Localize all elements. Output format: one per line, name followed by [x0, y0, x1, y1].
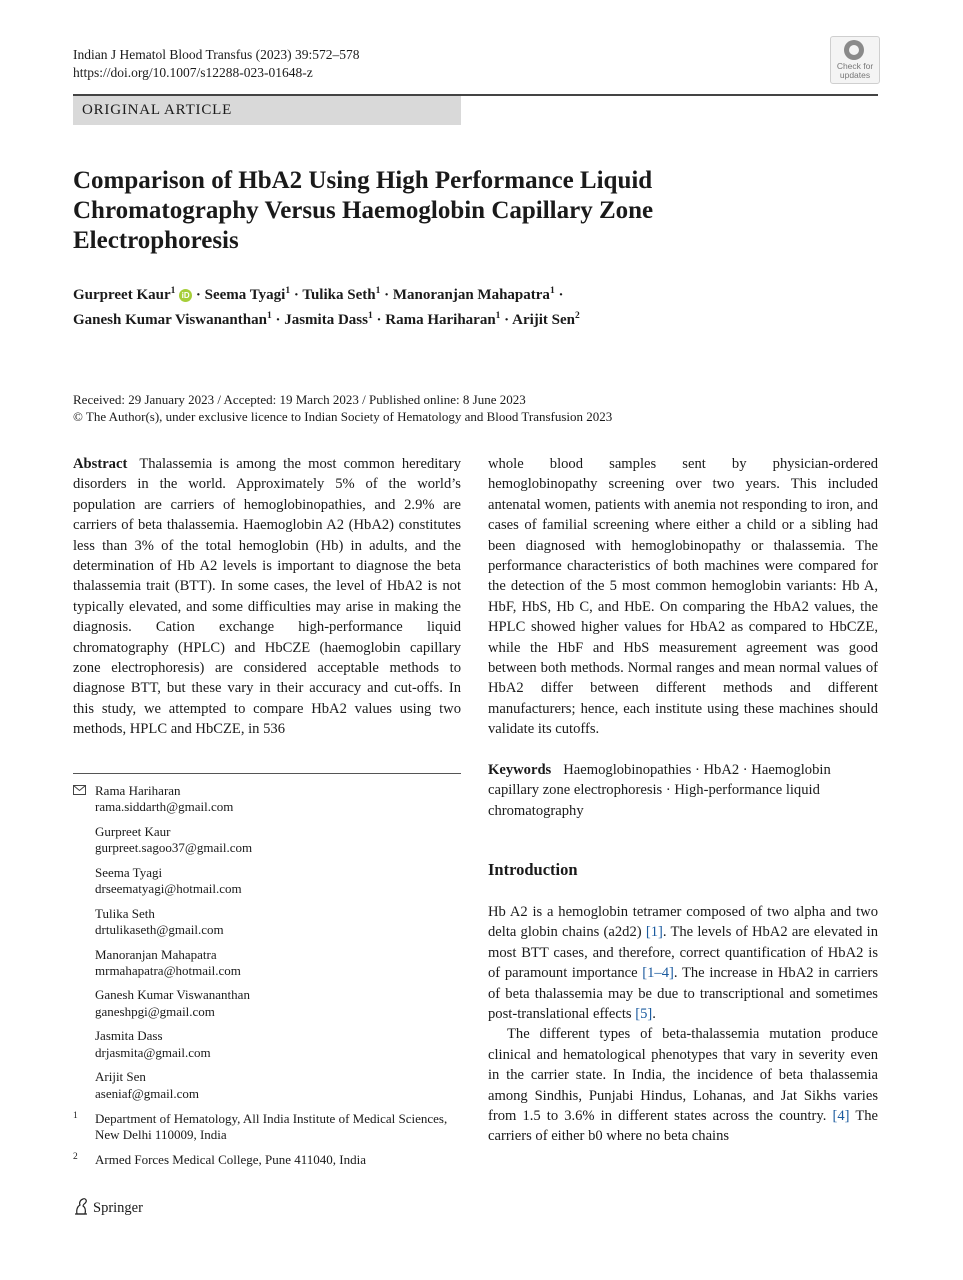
article-type-banner: ORIGINAL ARTICLE — [73, 96, 461, 125]
author-name[interactable]: Tulika Seth — [302, 287, 376, 303]
author-affiliation-mark: 1 — [285, 286, 291, 296]
affiliation-text: Armed Forces Medical College, Pune 411040, India — [95, 1152, 367, 1167]
contact-name: Tulika Seth — [95, 905, 155, 921]
journal-header — [73, 46, 360, 82]
springer-horse-icon — [73, 1197, 89, 1215]
keywords-text: Haemoglobinopathies · HbA2 · Haemoglobin capillary zone electrophoresis · High-performance liquid chromatography — [488, 762, 831, 819]
paragraph-text: The carriers of either b0 where no beta chains — [488, 1108, 879, 1145]
article-dates — [73, 392, 878, 425]
introduction-heading: Introduction — [488, 860, 578, 879]
affiliation-text: Department of Hematology, All India Institute of Medical Sciences, New Delhi 110009, India — [95, 1111, 448, 1143]
author-affiliation-mark: 2 — [575, 311, 580, 321]
contact-entry — [95, 906, 465, 939]
contact-email[interactable]: drtulikaseth@gmail.com — [95, 921, 224, 937]
contact-entry — [95, 1028, 465, 1061]
paragraph-text: . The levels of HbA2 are elevated in most BTT cases, and therefore, correct quantification of HbA2 is of paramount importance — [488, 924, 879, 982]
author-name[interactable]: Ganesh Kumar Viswananthan — [73, 312, 267, 328]
contact-email[interactable]: rama.siddarth@gmail.com — [95, 799, 234, 815]
introduction-paragraph — [488, 902, 878, 1024]
crossmark-icon — [844, 40, 864, 60]
paragraph-text: . The increase in HbA2 in carriers of beta thalassemia may be due to transcriptional and sometimes post-translational effects — [488, 965, 878, 1023]
doi-link[interactable]: https://doi.org/10.1007/s12288-023-01648-z — [73, 65, 313, 80]
author-separator: · — [271, 312, 285, 328]
paragraph-text: Hb A2 is a hemoglobin tetramer composed of two alpha and two delta globin chains (a2d2) — [488, 904, 878, 941]
contact-name: Arijit Sen — [95, 1069, 146, 1085]
citation-link[interactable]: [1–4] — [642, 965, 674, 982]
check-for-updates-label: Check for updates — [836, 61, 874, 80]
contact-name: Seema Tyagi — [95, 864, 163, 880]
contact-email[interactable]: gurpreet.sagoo37@gmail.com — [95, 840, 253, 856]
publisher-name: Springer — [93, 1200, 143, 1216]
contact-name: Manoranjan Mahapatra — [95, 946, 217, 962]
contact-entry — [95, 987, 465, 1020]
paragraph-text: The different types of beta-thalassemia mutation produce clinical and hematological phenotypes that vary in severity even in the carrier state. In India, the incidence of beta thalassemia among Sindhis, Punjabi Hindus, Lohanas, and Jat Sikhs varies from 1.5 to 3.6% in different states across the country. — [488, 1026, 878, 1125]
publisher-footer — [73, 1197, 143, 1217]
abstract — [73, 454, 461, 740]
author-name[interactable]: Manoranjan Mahapatra — [392, 287, 550, 303]
abstract-label: Abstract — [73, 456, 128, 472]
author-separator: · — [500, 312, 513, 328]
abstract-continued-text: whole blood samples sent by physician-ordered hemoglobinopathy screening over two years. This included antenatal women, patients with anemia not responding to iron, and cases of familial screening where either a child or a sibling had been diagnosed with hemoglobinopathy or thalassemia. The performance characteristics of both machines were compared for the detection of the 5 most common hemoglobin variants: Hb A, HbF, HbS, Hb C, and HbE. On comparing the HbA2 values, the HPLC showed higher values for HbA2 as compared to HbCZE, while the HbF and HbS measurement agreement was good between both methods. Normal ranges and mean normal values of HbA2 differ between different methods and different manufacturers; hence, each institute using these machines should validate its cutoffs. — [488, 456, 878, 738]
author-affiliation-mark: 1 — [170, 286, 176, 296]
author-affiliation-mark: 1 — [375, 286, 381, 296]
author-separator: · — [372, 312, 386, 328]
author-list — [73, 281, 873, 331]
keywords — [488, 760, 878, 821]
contact-entry — [95, 1069, 465, 1102]
affiliation — [73, 1111, 461, 1145]
citation-link[interactable]: [4] — [832, 1108, 850, 1125]
keywords-label: Keywords — [488, 762, 552, 778]
contact-name: Ganesh Kumar Viswananthan — [95, 987, 250, 1003]
contact-entry — [95, 824, 465, 857]
journal-citation: Indian J Hematol Blood Transfus (2023) 39:572–578 — [73, 47, 360, 62]
contact-entry — [95, 865, 465, 898]
affiliation — [73, 1152, 461, 1170]
orcid-icon[interactable]: iD — [179, 289, 192, 302]
citation-link[interactable]: [1] — [645, 924, 663, 941]
affiliation-number: 1 — [73, 1111, 78, 1121]
envelope-icon — [73, 785, 86, 795]
author-separator: · — [380, 287, 393, 303]
contact-entry — [95, 783, 465, 816]
author-contacts — [95, 783, 465, 1110]
author-separator: · — [192, 287, 205, 303]
contact-name: Rama Hariharan — [95, 783, 181, 798]
author-affiliation-mark: 1 — [266, 311, 272, 321]
contact-entry — [95, 947, 465, 980]
copyright-line: © The Author(s), under exclusive licence to Indian Society of Hematology and Blood Transfusion 2023 — [73, 408, 613, 424]
author-name[interactable]: Arijit Sen — [512, 312, 576, 328]
footnote-divider — [73, 773, 461, 774]
author-name[interactable]: Seema Tyagi — [204, 287, 286, 303]
citation-link[interactable]: [5] — [635, 1006, 653, 1023]
contact-email[interactable]: drseematyagi@hotmail.com — [95, 881, 242, 897]
author-affiliation-mark: 1 — [495, 311, 501, 321]
paragraph-text: . — [652, 1006, 656, 1023]
contact-email[interactable]: mrmahapatra@hotmail.com — [95, 962, 241, 978]
introduction-body — [488, 902, 878, 1147]
contact-email[interactable]: aseniaf@gmail.com — [95, 1085, 200, 1101]
abstract-continued — [488, 454, 878, 740]
author-separator: · — [290, 287, 303, 303]
author-name[interactable]: Rama Hariharan — [385, 312, 496, 328]
author-affiliation-mark: 1 — [367, 311, 373, 321]
introduction-paragraph — [488, 1024, 878, 1146]
abstract-text: Thalassemia is among the most common hereditary disorders in the world. Approximately 5% of the world’s population are carriers of hemoglobinopathies, and 2.9% are carriers of beta thalassemia. Haemoglobin A2 (HbA2) constitutes less than 3% of the total hemoglobin (Hb) in adults, and the determination of Hb A2 levels is important to diagnose the beta thalassemia trait (BTT). In some cases, the level of HbA2 is not typically elevated, and some difficulties may arise in making the diagnosis. Cation exchange high-performance liquid chromatography (HPLC) and HbCZE (haemoglobin capillary zone electrophoresis) are considered acceptable methods to diagnose BTT, but these vary in their accuracy and cut-offs. In this study, we attempted to compare HbA2 values using two methods, HPLC and HbCZE, in 536 — [73, 456, 461, 738]
article-title: Comparison of HbA2 Using High Performance Liquid Chromatography Versus Haemoglobin Capillary Zone Electrophoresis — [73, 167, 654, 254]
contact-name: Gurpreet Kaur — [95, 823, 171, 839]
contact-email[interactable]: drjasmita@gmail.com — [95, 1044, 211, 1060]
author-separator: · — [554, 287, 564, 303]
contact-email[interactable]: ganeshpgi@gmail.com — [95, 1003, 215, 1019]
author-name[interactable]: Jasmita Dass — [284, 312, 368, 328]
author-name[interactable]: Gurpreet Kaur — [73, 287, 171, 303]
author-affiliation-mark: 1 — [549, 286, 555, 296]
publication-history: Received: 29 January 2023 / Accepted: 19 March 2023 / Published online: 8 June 2023 — [73, 392, 526, 407]
contact-name: Jasmita Dass — [95, 1028, 163, 1044]
affiliation-number: 2 — [73, 1152, 78, 1162]
check-for-updates-button[interactable] — [830, 36, 880, 84]
